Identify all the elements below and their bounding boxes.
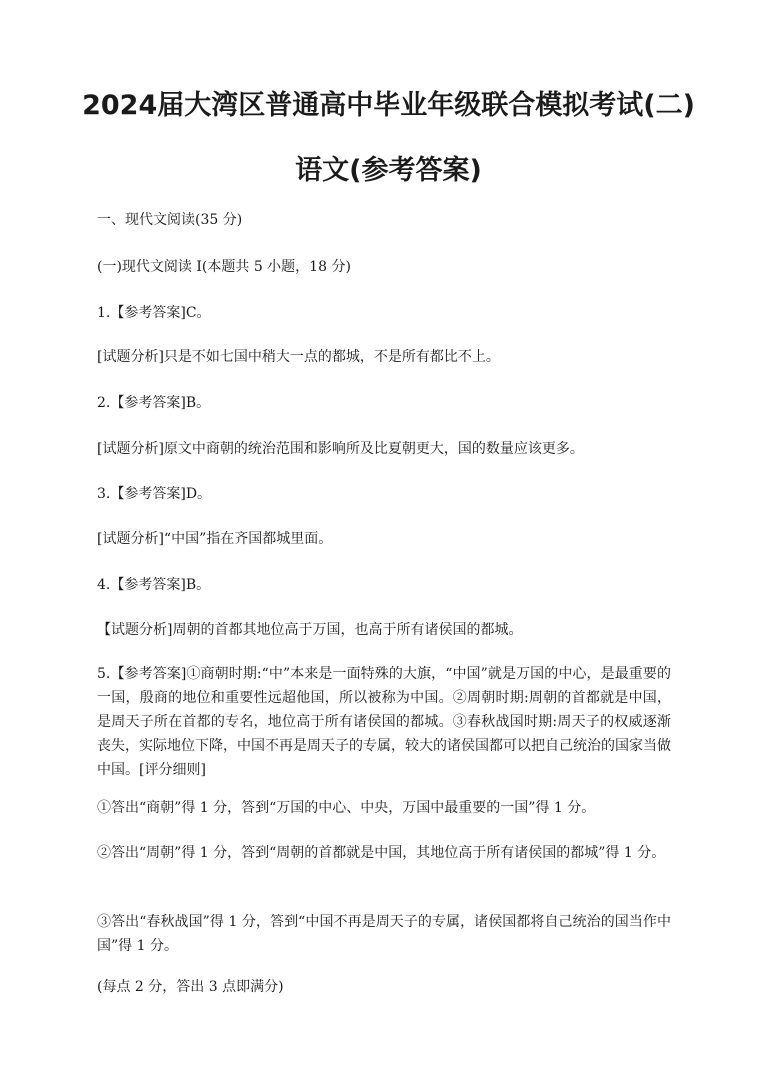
q1-analysis: [试题分析]只是不如七国中稍大一点的都城，不是所有都比不上。	[97, 349, 500, 365]
q4-answer: 4.【参考答案]B。	[97, 577, 211, 593]
q3-answer: 3.【参考答案]D。	[97, 486, 212, 502]
rubric-point-1: ①答出“商朝”得 1 分，答到“万国的中心、中央，万国中最重要的一国”得 1 分。	[97, 800, 596, 816]
q5-answer: 5.【参考答案]①商朝时期:“中”本来是一面特殊的大旗，“中国”就是万国的中心，是最重要的一国，殷商的地位和重要性远超他国，所以被称为中国。②周朝时期:周朝的首都就是中国，是周天子所在首都的专名，地位高于所有诸侯国的都城。③春秋战国时期:周天子的权威逐渐丧失，实际地位下降，中国不再是周天子的专属，较大的诸侯国都可以把自己统治的国家当做中国。[评分细则]	[97, 666, 671, 778]
q2-analysis: [试题分析]原文中商朝的统治范围和影响所及比夏朝更大，国的数量应该更多。	[97, 441, 584, 457]
q2-answer: 2.【参考答案]B。	[97, 395, 211, 411]
subsection-heading: (一)现代文阅读 I(本题共 5 小题，18 分)	[97, 259, 351, 275]
q1-answer: 1.【参考答案]C。	[97, 305, 211, 321]
exam-title: 2024届大湾区普通高中毕业年级联合模拟考试(二)	[82, 90, 695, 121]
scoring-note: (每点 2 分，答出 3 点即满分)	[97, 979, 284, 995]
q3-analysis: [试题分析]“中国”指在齐国都城里面。	[97, 531, 333, 547]
q4-analysis: 【试题分析]周朝的首都其地位高于万国，也高于所有诸侯国的都城。	[97, 622, 523, 638]
rubric-point-3: ③答出“春秋战国”得 1 分，答到“中国不再是周天子的专属，诸侯国都将自己统治的国当作中国”得 1 分。	[97, 914, 671, 954]
rubric-point-2: ②答出“周朝”得 1 分，答到“周朝的首都就是中国，其地位高于所有诸侯国的都城”得 1 分。	[97, 845, 666, 861]
section-heading: 一、现代文阅读(35 分)	[97, 212, 243, 228]
exam-subtitle: 语文(参考答案)	[295, 155, 482, 186]
